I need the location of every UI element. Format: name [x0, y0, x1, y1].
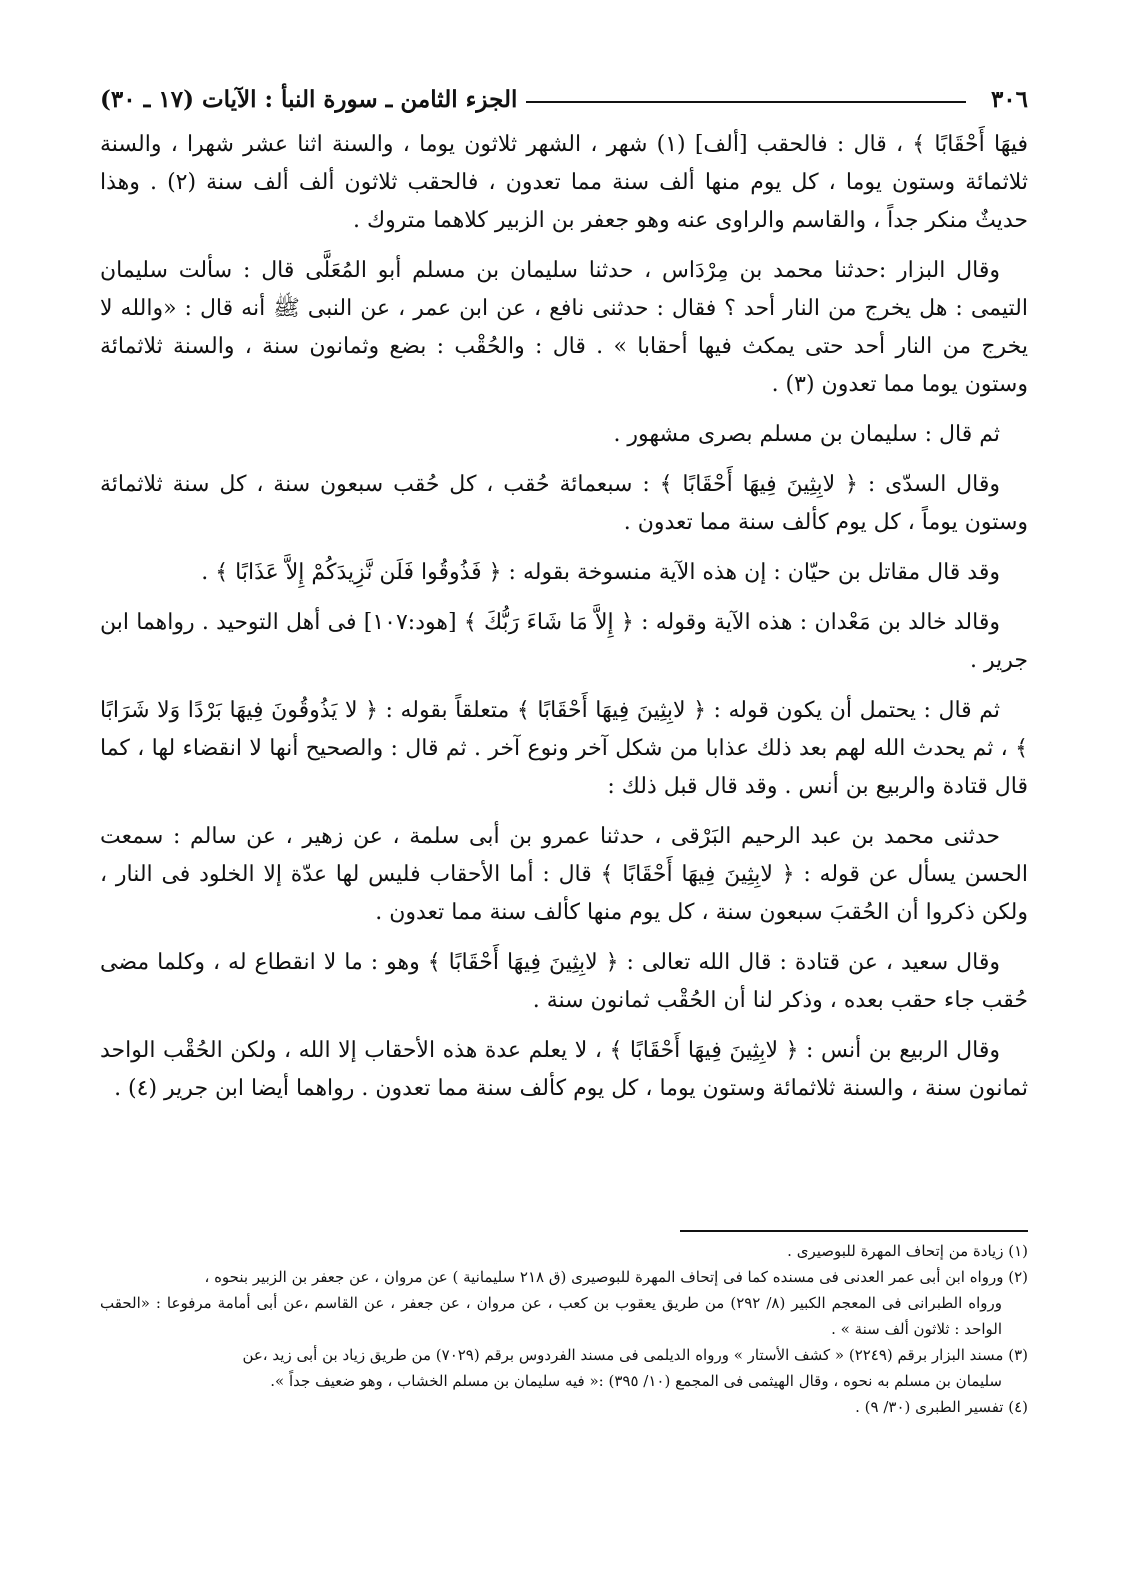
paragraph: وقالد خالد بن مَعْدان : هذه الآية وقوله : ﴿ إِلاَّ مَا شَاءَ رَبُّكَ ﴾ [هود:١٠٧] فى أهل التوحيد . رواهما ابن جرير .: [100, 610, 1028, 673]
header-rule: [526, 101, 966, 103]
footnotes: [100, 1238, 1028, 1420]
paragraph: وقد قال مقاتل بن حيّان : إن هذه الآية منسوخة بقوله : ﴿ فَذُوقُوا فَلَن نَّزِيدَكُمْ إِلاَّ عَذَابًا ﴾ .: [201, 560, 1000, 585]
footnote-continuation: سليمان بن مسلم به نحوه ، وقال الهيثمى فى المجمع (١٠/ ٣٩٥) :« فيه سليمان بن مسلم الخشاب ، وهو ضعيف جداً ».: [270, 1372, 1002, 1390]
footnote-separator: [680, 1230, 1028, 1232]
paragraph: ثم قال : يحتمل أن يكون قوله : ﴿ لابِثِينَ فِيهَا أَحْقَابًا ﴾ متعلقاً بقوله : ﴿ لا يَذُوقُونَ فِيهَا بَرْدًا وَلا شَرَابًا ﴾ ، ثم يحدث الله لهم بعد ذلك عذابا من شكل آخر ونوع آخر . ثم قال : والصحيح أنها لا انقضاء لها ، كما قال قتادة والربيع بن أنس . وقد قال قبل ذلك :: [100, 698, 1028, 799]
footnote: (١) زيادة من إتحاف المهرة للبوصيرى .: [787, 1242, 1028, 1260]
paragraph: وقال الربيع بن أنس : ﴿ لابِثِينَ فِيهَا أَحْقَابًا ﴾ ، لا يعلم عدة هذه الأحقاب إلا الله ، ولكن الحُقْب الواحد ثمانون سنة ، والسنة ثلاثمائة وستون يوما ، كل يوم كألف سنة مما تعدون . رواهما أيضا ابن جرير (٤) .: [100, 1038, 1028, 1101]
paragraph: حدثنى محمد بن عبد الرحيم البَرْقى ، حدثنا عمرو بن أبى سلمة ، عن زهير ، عن سالم : سمعت الحسن يسأل عن قوله : ﴿ لابِثِينَ فِيهَا أَحْقَابًا ﴾ قال : أما الأحقاب فليس لها عدّة إلا الخلود فى النار ، ولكن ذكروا أن الحُقبَ سبعون سنة ، كل يوم منها كألف سنة مما تعدون .: [100, 824, 1028, 925]
footnote: (٢) ورواه ابن أبى عمر العدنى فى مسنده كما فى إتحاف المهرة للبوصيرى (ق ٢١٨ سليمانية ) عن مروان ، عن جعفر بن الزبير بنحوه ،: [204, 1268, 1028, 1286]
running-title: الجزء الثامن ـ سورة النبأ : الآيات (١٧ ـ ٣٠): [100, 86, 518, 113]
footnote-continuation: ورواه الطبرانى فى المعجم الكبير (٨/ ٢٩٢) من طريق يعقوب بن كعب ، عن مروان ، عن جعفر ، عن القاسم ،عن أبى أمامة مرفوعا : «الحقب الواحد : ثلاثون ألف سنة » .: [100, 1294, 1003, 1338]
paragraph: وقال سعيد ، عن قتادة : قال الله تعالى : ﴿ لابِثِينَ فِيهَا أَحْقَابًا ﴾ وهو : ما لا انقطاع له ، وكلما مضى حُقب جاء حقب بعده ، وذكر لنا أن الحُقْب ثمانون سنة .: [100, 950, 1028, 1013]
paragraph: وقال البزار :حدثنا محمد بن مِرْدَاس ، حدثنا سليمان بن مسلم أبو المُعَلَّى قال : سألت سليمان التيمى : هل يخرج من النار أحد ؟ فقال : حدثنى نافع ، عن ابن عمر ، عن النبى ﷺ أنه قال : «والله لا يخرج من النار أحد حتى يمكث فيها أحقابا » . قال : والحُقْب : بضع وثمانون سنة ، والسنة ثلاثمائة وستون يوما مما تعدون (٣) .: [100, 258, 1028, 397]
main-text: [100, 126, 1028, 1120]
paragraph: ثم قال : سليمان بن مسلم بصرى مشهور .: [613, 422, 1000, 447]
running-header: [100, 80, 1028, 120]
paragraph: وقال السدّى : ﴿ لابِثِينَ فِيهَا أَحْقَابًا ﴾ : سبعمائة حُقب ، كل حُقب سبعون سنة ، كل سنة ثلاثمائة وستون يوماً ، كل يوم كألف سنة مما تعدون .: [100, 472, 1028, 535]
footnote: (٤) تفسير الطبرى (٣٠/ ٩) .: [855, 1398, 1028, 1416]
page-number: ٣٠٦: [990, 86, 1028, 113]
footnote: (٣) مسند البزار برقم (٢٢٤٩) « كشف الأستار » ورواه الديلمى فى مسند الفردوس برقم (٧٠٢٩) من طريق زياد بن أبى زيد ،عن: [242, 1346, 1028, 1364]
paragraph: فيهَا أَحْقَابًا ﴾ ، قال : فالحقب [ألف] (١) شهر ، الشهر ثلاثون يوما ، والسنة اثنا عشر شهرا ، والسنة ثلاثمائة وستون يوما ، كل يوم منها ألف سنة مما تعدون ، فالحقب ثلاثون ألف ألف سنة (٢) . وهذا حديثٌ منكر جداً ، والقاسم والراوى عنه وهو جعفر بن الزبير كلاهما متروك .: [100, 132, 1028, 233]
